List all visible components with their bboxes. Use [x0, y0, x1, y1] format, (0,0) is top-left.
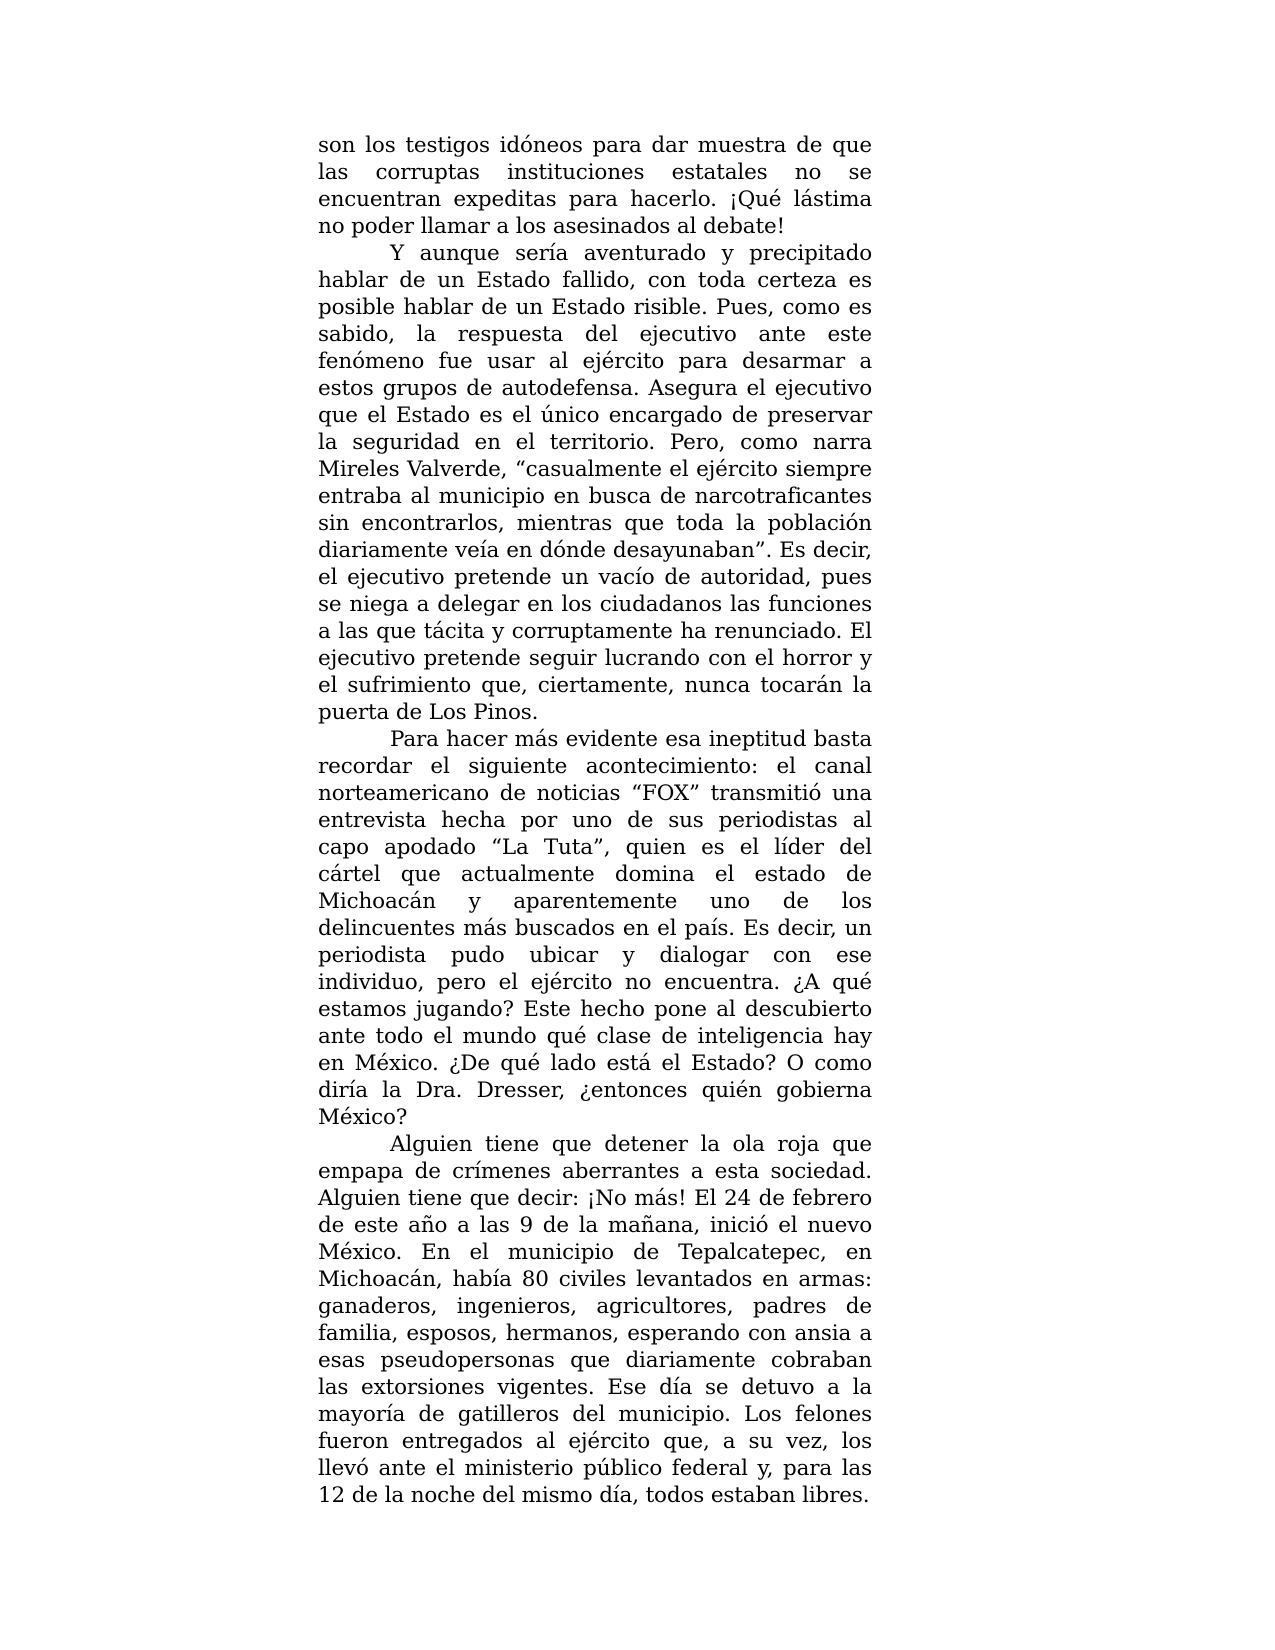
text-column	[318, 132, 872, 1509]
paragraph-tepalcatepec: Alguien tiene que detener la ola roja que empapa de crímenes aberrantes a esta sociedad. Alguien tiene que decir: ¡No más! El 24 de febrero de este año a las 9 de la mañana, inició el nuevo México. En el municipio de Tepalcatepec, en Michoacán, había 80 civiles levantados en armas: ganaderos, ingenieros, agricultores, padres de familia, esposos, hermanos, esperando con ansia a esas pseudopersonas que diariamente cobraban las extorsiones vigentes. Ese día se detuvo a la mayoría de gatilleros del municipio. Los felones fueron entregados al ejército que, a su vez, los llevó ante el ministerio público federal y, para las 12 de la noche del mismo día, todos estaban libres.	[318, 1132, 872, 1508]
paragraph-estado-risible: Y aunque sería aventurado y precipitado hablar de un Estado fallido, con toda certeza es posible hablar de un Estado risible. Pues, como es sabido, la respuesta del ejecutivo ante este fenómeno fue usar al ejército para desarmar a estos grupos de autodefensa. Asegura el ejecutivo que el Estado es el único encargado de preservar la seguridad en el territorio. Pero, como narra Mireles Valverde, “casualmente el ejército siempre entraba al municipio en busca de narcotraficantes sin encontrarlos, mientras que toda la población diariamente veía en dónde desayunaban”. Es decir, el ejecutivo pretende un vacío de autoridad, pues se niega a delegar en los ciudadanos las funciones a las que tácita y corruptamente ha renunciado. El ejecutivo pretende seguir lucrando con el horror y el sufrimiento que, ciertamente, nunca tocarán la puerta de Los Pinos.	[318, 241, 872, 725]
paragraph-continuation: son los testigos idóneos para dar muestra de que las corruptas instituciones estatales no se encuentran expeditas para hacerlo. ¡Qué lástima no poder llamar a los asesinados al debate!	[318, 133, 872, 239]
paragraph-entrevista-fox: Para hacer más evidente esa ineptitud basta recordar el siguiente acontecimiento: el canal norteamericano de noticias “FOX” transmitió una entrevista hecha por uno de sus periodistas al capo apodado “La Tuta”, quien es el líder del cártel que actualmente domina el estado de Michoacán y aparentemente uno de los delincuentes más buscados en el país. Es decir, un periodista pudo ubicar y dialogar con ese individuo, pero el ejército no encuentra. ¿A qué estamos jugando? Este hecho pone al descubierto ante todo el mundo qué clase de inteligencia hay en México. ¿De qué lado está el Estado? O como diría la Dra. Dresser, ¿entonces quién gobierna México?	[318, 727, 872, 1130]
